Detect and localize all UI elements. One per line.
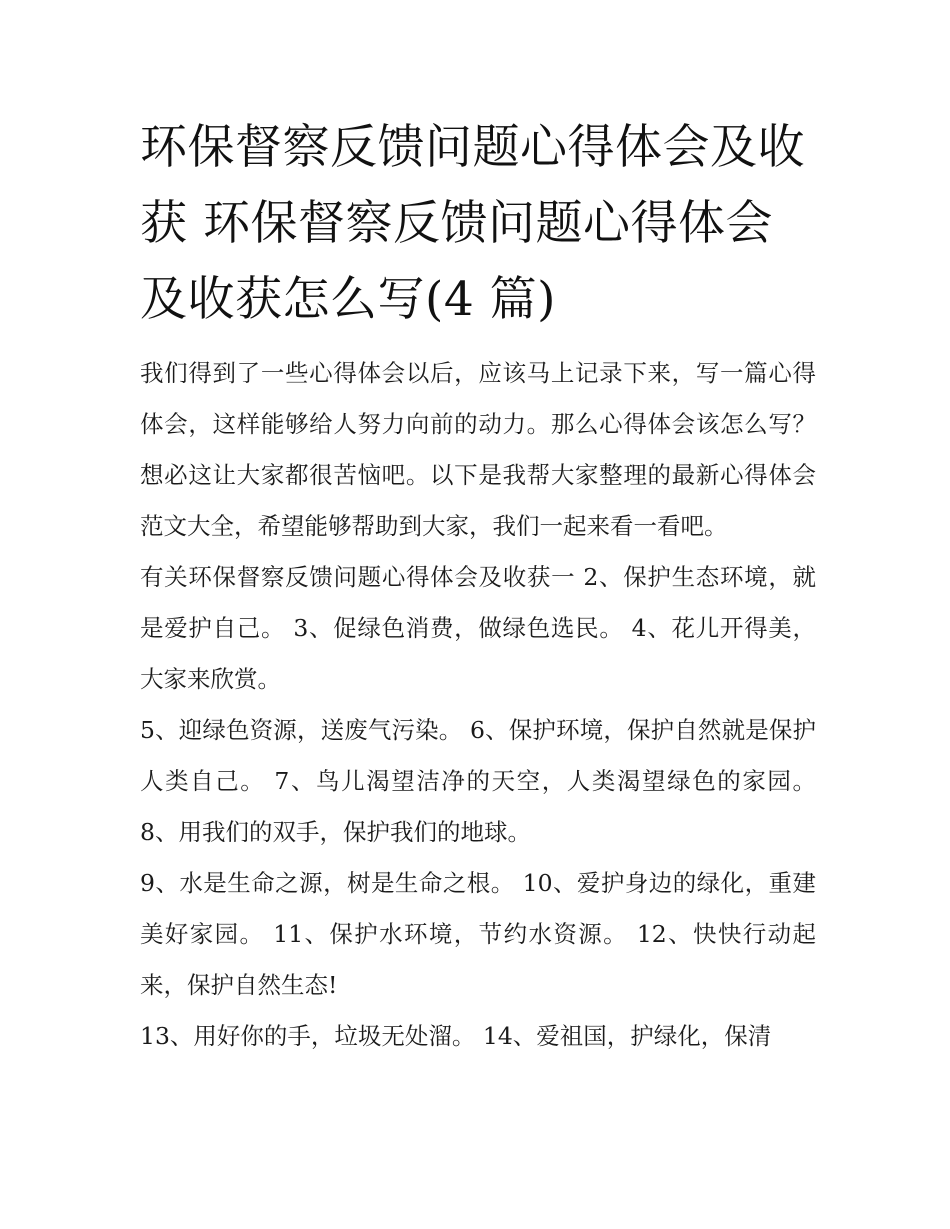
intro-paragraph: 我们得到了一些心得体会以后，应该马上记录下来，写一篇心得体会，这样能够给人努力向前的动力。那么心得体会该怎么写？想必这让大家都很苦恼吧。以下是我帮大家整理的最新心得体会范文大全，希望能够帮助到大家，我们一起来看一看吧。 [140, 359, 816, 540]
document-title: 环保督察反馈问题心得体会及收获 环保督察反馈问题心得体会及收获怎么写(4 篇) [140, 120, 805, 327]
body-paragraph: 5、迎绿色资源，送废气污染。 6、保护环境，保护自然就是保护人类自己。 7、鸟儿渴望洁净的天空，人类渴望绿色的家园。 8、用我们的双手，保护我们的地球。 [140, 716, 816, 846]
body-paragraph: 9、水是生命之源，树是生命之根。 10、爱护身边的绿化，重建美好家园。 11、保护水环境，节约水资源。 12、快快行动起来，保护自然生态! [140, 869, 816, 999]
document-content [140, 110, 816, 1062]
body-paragraph: 有关环保督察反馈问题心得体会及收获一 2、保护生态环境，就是爱护自己。 3、促绿色消费，做绿色选民。 4、花儿开得美，大家来欣赏。 [140, 563, 816, 693]
body-paragraph: 13、用好你的手，垃圾无处溜。 14、爱祖国，护绿化，保清 [140, 1022, 772, 1050]
